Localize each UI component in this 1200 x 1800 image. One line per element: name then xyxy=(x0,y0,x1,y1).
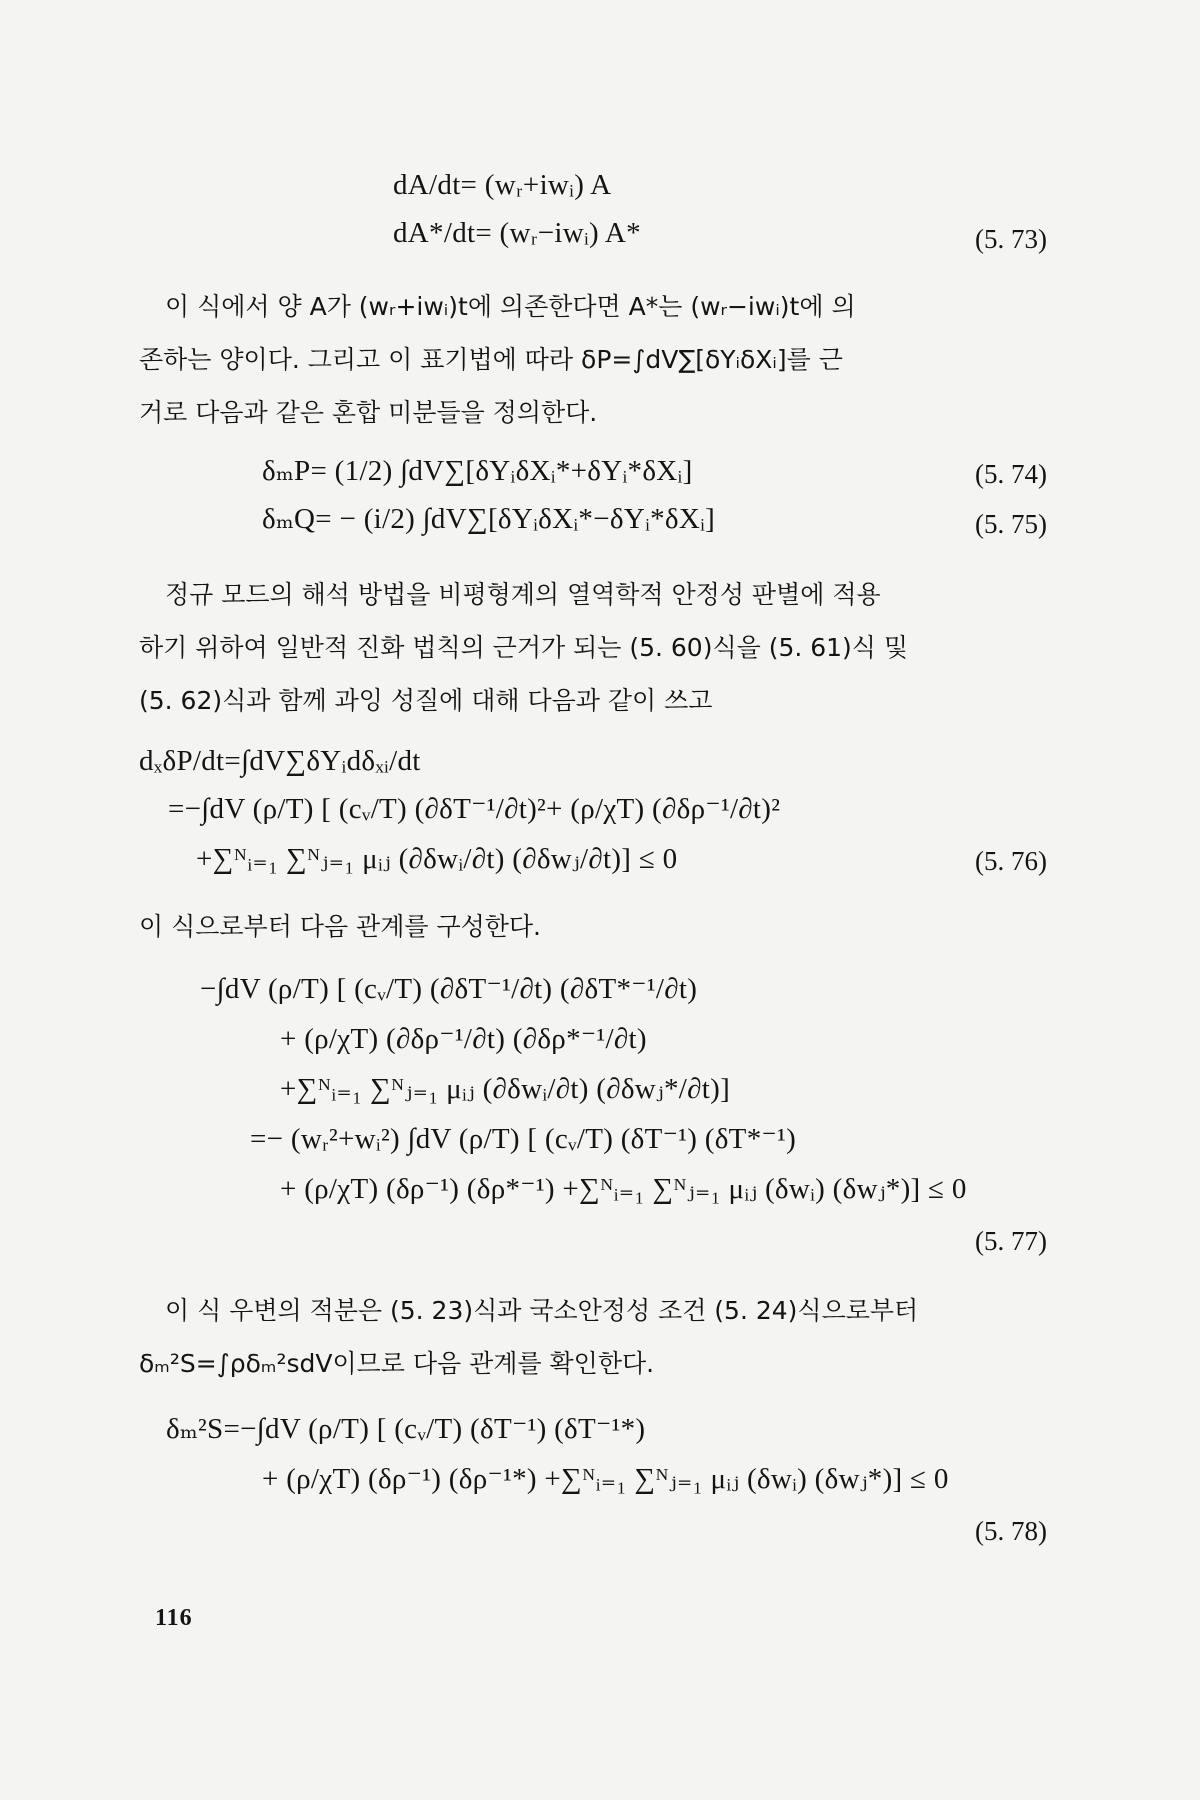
paragraph-4 xyxy=(139,1284,1049,1390)
paragraph-4-line-2: δₘ²S=∫ρδₘ²sdV이므로 다음 관계를 확인한다. xyxy=(139,1349,655,1378)
paragraph-4-line-1: 이 식 우변의 적분은 (5. 23)식과 국소안정성 조건 (5. 24)식으로부터 xyxy=(165,1296,919,1325)
equation-5-76-line-3: +∑ᴺᵢ₌₁ ∑ᴺⱼ₌₁ μᵢⱼ (∂δwᵢ/∂t) (∂δwⱼ/∂t)] ≤ 0 xyxy=(196,843,678,875)
equation-number-5-76: (5. 76) xyxy=(975,846,1047,876)
equation-5-77-line-2: + (ρ/χT) (∂δρ⁻¹/∂t) (∂δρ*⁻¹/∂t) xyxy=(280,1023,647,1055)
equation-5-78-line-2: + (ρ/χT) (δρ⁻¹) (δρ⁻¹*) +∑ᴺᵢ₌₁ ∑ᴺⱼ₌₁ μᵢⱼ (δwᵢ) (δwⱼ*)] ≤ 0 xyxy=(262,1463,949,1495)
equation-5-77-line-3: +∑ᴺᵢ₌₁ ∑ᴺⱼ₌₁ μᵢⱼ (∂δwᵢ/∂t) (∂δwⱼ*/∂t)] xyxy=(280,1073,731,1105)
equation-5-77-line-1: −∫dV (ρ/T) [ (cᵥ/T) (∂δT⁻¹/∂t) (∂δT*⁻¹/∂t) xyxy=(200,973,698,1005)
equation-5-75: δₘQ= − (i/2) ∫dV∑[δYᵢδXᵢ*−δYᵢ*δXᵢ] xyxy=(262,503,716,535)
equation-number-5-73: (5. 73) xyxy=(975,224,1047,254)
paragraph-1 xyxy=(139,280,1049,439)
paragraph-3 xyxy=(139,900,1049,953)
equation-number-5-77: (5. 77) xyxy=(975,1226,1047,1256)
paragraph-3-line-1: 이 식으로부터 다음 관계를 구성한다. xyxy=(139,912,541,941)
equation-5-73-line-1: dA/dt= (wᵣ+iwᵢ) A xyxy=(393,169,612,201)
equation-number-5-78: (5. 78) xyxy=(975,1516,1047,1546)
paragraph-2-line-1: 정규 모드의 해석 방법을 비평형계의 열역학적 안정성 판별에 적용 xyxy=(165,580,881,609)
equation-5-74: δₘP= (1/2) ∫dV∑[δYᵢδXᵢ*+δYᵢ*δXᵢ] xyxy=(262,455,693,487)
paragraph-1-line-1: 이 식에서 양 A가 (wᵣ+iwᵢ)t에 의존한다면 A*는 (wᵣ−iwᵢ)t에 의 xyxy=(165,292,856,321)
paragraph-1-line-2: 존하는 양이다. 그리고 이 표기법에 따라 δP=∫dV∑[δYᵢδXᵢ]를 근 xyxy=(139,345,843,374)
equation-number-5-74: (5. 74) xyxy=(975,459,1047,489)
equation-5-76-line-2: =−∫dV (ρ/T) [ (cᵥ/T) (∂δT⁻¹/∂t)²+ (ρ/χT) (∂δρ⁻¹/∂t)² xyxy=(168,793,781,825)
page-number: 116 xyxy=(155,1605,193,1631)
paragraph-2 xyxy=(139,568,1049,727)
paragraph-1-line-3: 거로 다음과 같은 혼합 미분들을 정의한다. xyxy=(139,398,598,427)
paragraph-2-line-3: (5. 62)식과 함께 과잉 성질에 대해 다음과 같이 쓰고 xyxy=(139,686,713,715)
equation-5-78-line-1: δₘ²S=−∫dV (ρ/T) [ (cᵥ/T) (δT⁻¹) (δT⁻¹*) xyxy=(166,1413,646,1445)
equation-5-77-line-5: + (ρ/χT) (δρ⁻¹) (δρ*⁻¹) +∑ᴺᵢ₌₁ ∑ᴺⱼ₌₁ μᵢⱼ (δwᵢ) (δwⱼ*)] ≤ 0 xyxy=(280,1173,967,1205)
equation-5-76-line-1: dₓδP/dt=∫dV∑δYᵢdδₓᵢ/dt xyxy=(139,745,421,777)
equation-number-5-75: (5. 75) xyxy=(975,509,1047,539)
equation-5-73-line-2: dA*/dt= (wᵣ−iwᵢ) A* xyxy=(393,217,641,249)
equation-5-77-line-4: =− (wᵣ²+wᵢ²) ∫dV (ρ/T) [ (cᵥ/T) (δT⁻¹) (δT*⁻¹) xyxy=(250,1123,797,1155)
paragraph-2-line-2: 하기 위하여 일반적 진화 법칙의 근거가 되는 (5. 60)식을 (5. 61)식 및 xyxy=(139,633,909,662)
